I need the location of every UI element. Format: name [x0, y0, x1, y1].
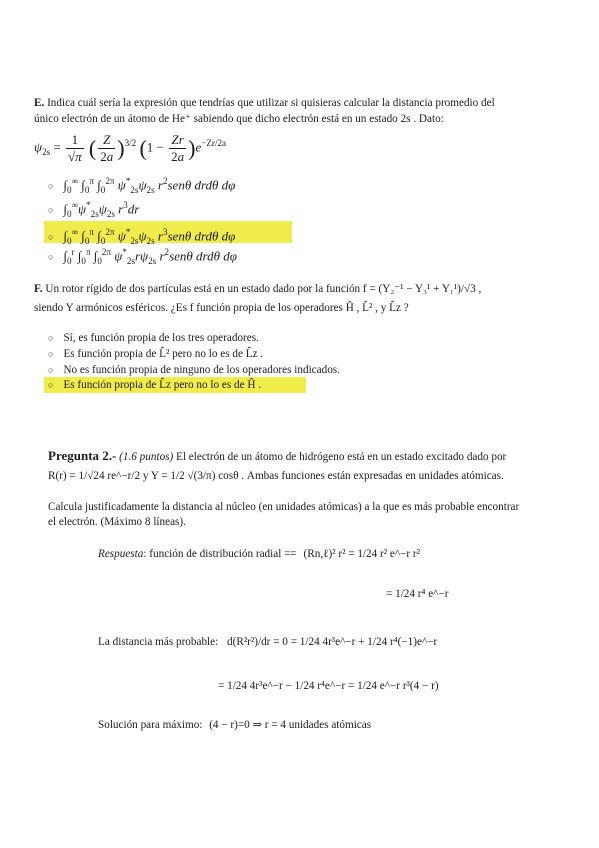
most-probable-line: La distancia más probable: d(R²r²)/dr = 0 = 1/24 4r³e^−r + 1/24 r⁴(−1)e^−r — [98, 636, 438, 648]
option-e-2[interactable]: ○ $\int_0^\infty\psi^*_{2s}\psi_{2s}$ $r^3dr$ — [48, 200, 140, 219]
section-f-line1: F. Un rotor rígido de dos partículas está en un estado dado por la función f = (Y₂⁻¹ − Y₃¹ + Y₁¹)/√3 , — [34, 283, 482, 295]
option-e-4[interactable]: ○ $\int_0^r$ $\int_0^\pi$ $\int_0^{2\pi}$ $\psi^*_{2s}r\psi_{2s}$ $r^2sen\theta$ drdθ dφ — [48, 247, 237, 266]
pregunta2-task-line2: el electrón. (Máximo 8 líneas). — [48, 516, 186, 528]
option-e-1[interactable]: ○ $\int_0^\infty$ $\int_0^\pi$ $\int_0^{2\pi}$ $\psi^*_{2s}\psi_{2s}$ $r^2sen\theta$ drdθ dφ — [48, 176, 236, 195]
pregunta2-header: Pregunta 2.- (1.6 puntos) El electrón de un átomo de hidrógeno está en un estado excitado dado por — [48, 448, 507, 463]
wavefunction-equation: $\psi_{2s}$ = $\frac{1}{√\pi}$ ( $\frac{Z}{2a}$ )$^{3/2}$ (1 − $\frac{Zr}{2a}$ )$e^{-Zr/2a}$ — [34, 132, 227, 164]
option-f-2[interactable]: ○ Es función propia de L̂² pero no lo es de L̂z . — [48, 348, 264, 360]
option-e-3-selected[interactable]: ○ $\int_0^\infty$ $\int_0^\pi$ $\int_0^{2\pi}$ $\psi^*_{2s}\psi_{2s}$ $r^3sen\theta$ drdθ dφ — [44, 221, 292, 243]
pregunta2-functions: R(r) = 1/√24 re^−r/2 y Y = 1/2 √(3/π) cosθ . Ambas funciones están expresadas en unidades atómicas. — [48, 470, 504, 482]
solution-line: Solución para máximo: (4 − r)=0 ⇒ r = 4 unidades atómicas — [98, 719, 372, 731]
option-f-4-selected[interactable]: ○ Es función propia de L̂z pero no lo es de Ĥ . — [44, 377, 306, 393]
option-f-1[interactable]: ○ Sí, es función propia de los tres operadores. — [48, 332, 259, 344]
section-e-line2: único electrón de un átomo de He⁺ sabiendo que dicho electrón está en un estado 2s . Dato: — [34, 113, 444, 125]
section-e-line1: E. Indica cuál sería la expresión que tendrías que utilizar si quisieras calcular la distancia promedio del — [34, 97, 495, 109]
section-f-line2: siendo Y armónicos esféricos. ¿Es f función propia de los operadores Ĥ , L̂² , y L̂z ? — [34, 302, 409, 314]
option-f-3[interactable]: ○ No es función propia de ninguno de los operadores indicados. — [48, 364, 340, 376]
answer-line: Respuesta: función de distribución radial == (Rn,ℓ)² r² = 1/24 r² e^−r r² — [98, 548, 421, 560]
answer-eq2: = 1/24 r⁴ e^−r — [386, 588, 449, 600]
derivative-simplified: = 1/24 4r³e^−r − 1/24 r⁴e^−r = 1/24 e^−r r³(4 − r) — [218, 680, 439, 692]
pregunta2-task-line1: Calcula justificadamente la distancia al núcleo (en unidades atómicas) a la que es más probable encontrar — [48, 501, 520, 513]
